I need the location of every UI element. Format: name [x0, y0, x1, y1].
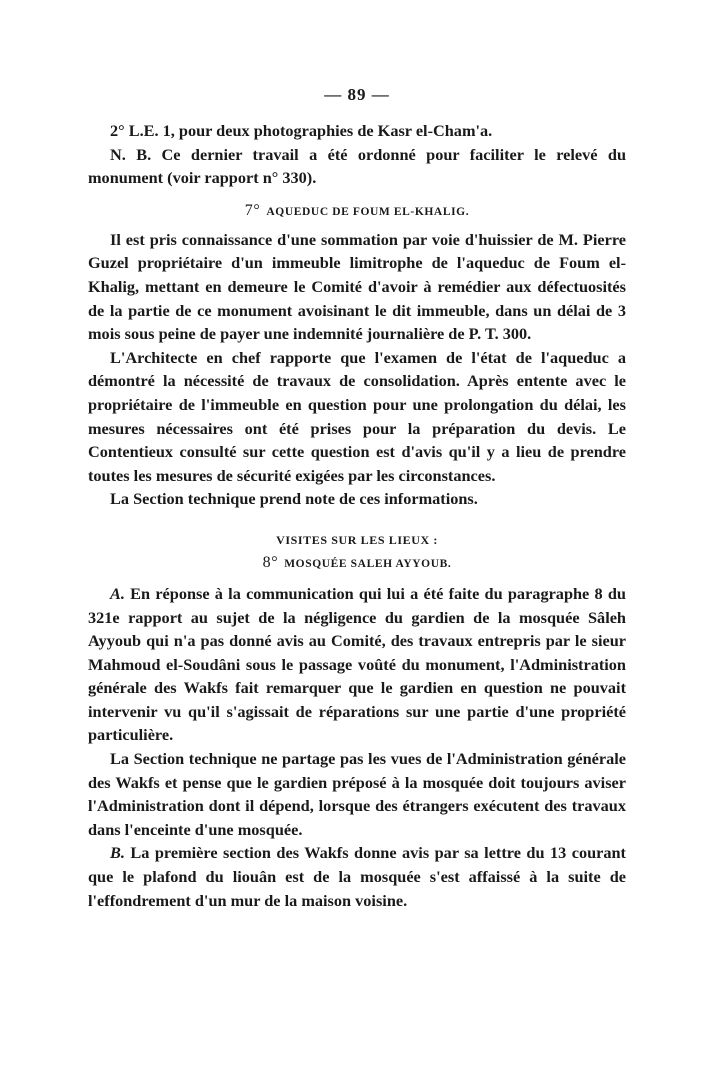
section-8-title: MOSQUÉE SALEH AYYOUB.: [284, 557, 452, 570]
paragraph-letter-b: B.: [110, 843, 125, 863]
section-8-paragraph-b: [88, 841, 626, 912]
section-7-paragraph: L'Architecte en chef rapporte que l'examen de l'état de l'aqueduc a démontré la nécessité de travaux de consolidation. Après entente avec le propriétaire de l'immeuble en question pour une prolongation du délai, les mesures nécessaires ont été prises pour la préparation du devis. Le Contentieux consulté sur cette question est d'avis qu'il y a lieu de prendre toutes les mesures de sécurité exigées par les circonstances.: [88, 347, 626, 485]
section-8-response-paragraph: La Section technique ne partage pas les vues de l'Administration générale des Wakfs et pense que le gardien préposé à la mosquée doit toujours aviser l'Administration dont il dépend, lorsque des étrangers exécutent des travaux dans l'enceinte d'une mosquée.: [88, 749, 626, 839]
paragraph-b-text: La première section des Wakfs donne avis par sa lettre du 13 courant que le plafond du liouân est de la mosquée s'est affaissé à la suite de l'effondrement d'un mur de la maison voisine.: [88, 843, 626, 910]
section-8-paragraph-a: [88, 582, 626, 747]
paragraph-a-text: En réponse à la communication qui lui a été faite du paragraphe 8 du 321e rapport au sujet de la négligence du gardien de la mosquée Sâleh Ayyoub qui n'a pas donné avis au Comité, des travaux entrepris par le sieur Mahmoud el-Soudâni sous le passage voûté du monument, l'Administration générale des Wakfs fait remarquer que le gardien en question ne pouvait intervenir vu qu'il s'agissait de réparations sur une partie d'une propriété particulière.: [88, 583, 626, 745]
section-8-number: 8°: [262, 553, 279, 571]
nb-paragraph: N. B. Ce dernier travail a été ordonné pour faciliter le relevé du monument (voir rapport n° 330).: [88, 144, 626, 188]
document-page: [88, 85, 626, 912]
section-7-title: AQUEDUC DE FOUM EL-KHALIG.: [266, 205, 470, 218]
item-2-paragraph: 2° L.E. 1, pour deux photographies de Kasr el-Cham'a.: [110, 121, 493, 140]
page-number: — 89 —: [324, 85, 390, 104]
section-7-paragraph: Il est pris connaissance d'une sommation par voie d'huissier de M. Pierre Guzel propriétaire d'un immeuble limitrophe de l'aqueduc de Foum el-Khalig, mettant en demeure le Comité d'avoir à remédier aux défectuosités de la partie de ce monument avoisinant le dit immeuble, dans un délai de 3 mois sous peine de payer une indemnité journalière de P. T. 300.: [88, 229, 626, 344]
paragraph-letter-a: A.: [110, 583, 125, 603]
section-8-heading: [88, 554, 626, 572]
section-7-paragraph: La Section technique prend note de ces informations.: [110, 489, 478, 509]
section-7-number: 7°: [244, 201, 261, 219]
visites-heading: VISITES SUR LES LIEUX :: [276, 532, 438, 547]
section-7-heading: [88, 202, 626, 220]
